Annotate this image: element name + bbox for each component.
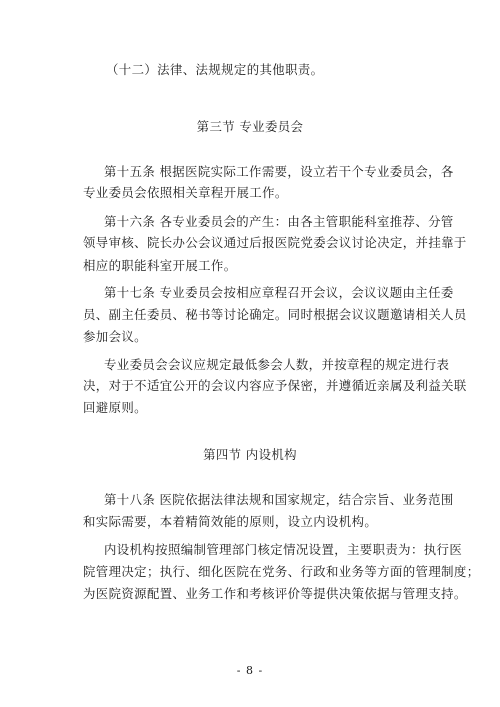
paragraph-line: 内设机构按照编制管理部门核定情况设置，主要职责为：执行医 <box>104 542 463 557</box>
paragraph-line: （十二）法律、法规规定的其他职责。 <box>106 62 324 77</box>
article-line: 第十五条 根据医院实际工作需要，设立若干个专业委员会，各 <box>104 164 454 179</box>
article-line: 相应的职能科室开展工作。 <box>83 258 237 273</box>
article-line: 第十七条 专业委员会按相应章程召开会议，会议议题由主任委 <box>104 285 454 300</box>
paragraph-line: 院管理决定；执行、细化医院在党务、行政和业务等方面的管理制度； <box>83 564 480 579</box>
paragraph-line: 专业委员会会议应规定最低参会人数，并按章程的规定进行表 <box>104 357 450 372</box>
page-number: - 8 - <box>236 664 264 677</box>
article-line: 员、副主任委员、秘书等讨论确定。同时根据会议议题邀请相关人员 <box>83 307 467 322</box>
article-line: 第十六条 各专业委员会的产生：由各主管职能科室推荐、分管 <box>104 214 454 229</box>
paragraph-line: 决，对于不适宜公开的会议内容应予保密，并遵循近亲属及利益关联 <box>83 378 467 393</box>
article-line: 领导审核、院长办公会议通过后报医院党委会议讨论决定，并挂靠于 <box>83 235 467 250</box>
paragraph-line: 回避原则。 <box>83 400 147 415</box>
paragraph-line: 为医院资源配置、业务工作和考核评价等提供决策依据与管理支持。 <box>83 586 467 601</box>
section-title: 第四节 内设机构 <box>203 447 297 462</box>
article-line: 专业委员会依照相关章程开展工作。 <box>83 185 288 200</box>
article-line: 和实际需要，本着精简效能的原则，设立内设机构。 <box>83 514 378 529</box>
section-title: 第三节 专业委员会 <box>196 119 304 134</box>
article-line: 参加会议。 <box>83 329 147 344</box>
article-line: 第十八条 医院依据法律法规和国家规定，结合宗旨、业务范围 <box>104 492 454 507</box>
